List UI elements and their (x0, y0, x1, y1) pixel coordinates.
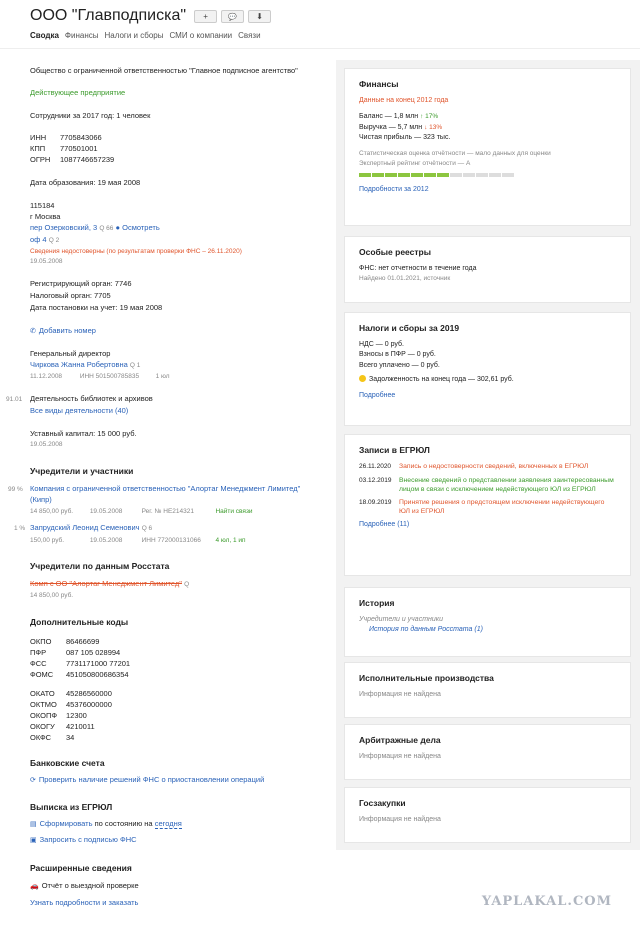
order-link[interactable]: Узнать подробности и заказать (30, 898, 139, 907)
rating-segment (476, 173, 488, 177)
code-label: ФОМС (30, 670, 54, 679)
director-title: Генеральный директор (30, 349, 111, 358)
kpp-label: КПП (30, 144, 46, 153)
inspect-link[interactable]: Осмотреть (122, 223, 160, 232)
okved-name: Деятельность библиотек и архивов (30, 394, 153, 403)
code-value: 4210011 (66, 722, 95, 731)
event-date: 26.11.2020 (359, 462, 392, 470)
event-date: 18.09.2019 (359, 499, 392, 506)
rating-segment (372, 173, 384, 177)
rating-segment (424, 173, 436, 177)
tab-taxes[interactable]: Налоги и сборы (104, 31, 164, 40)
zip: 115184 (30, 201, 55, 210)
finance-card (344, 68, 631, 226)
egrul-heading: Выписка из ЕГРЮЛ (30, 802, 113, 812)
office-link[interactable]: оф 4 (30, 235, 47, 244)
founder1-pct: 99 % (8, 486, 23, 493)
code-label: ОКФС (30, 733, 52, 742)
full-name: Общество с ограниченной ответственностью "Главное подписное агентство" (30, 66, 298, 75)
signature-icon: ▣ (30, 837, 37, 844)
all-okved-link[interactable]: Все виды деятельности (40) (30, 406, 129, 415)
code-row (30, 689, 112, 700)
watermark: YAPLAKAL.COM (481, 894, 612, 909)
divider (0, 48, 640, 49)
balance-change: ↑ 17% (420, 113, 439, 120)
registers-heading: Особые реестры (359, 247, 432, 257)
revenue-row (359, 123, 616, 134)
code-value: 7731171000 77201 (66, 659, 131, 668)
enforcement-card (344, 662, 631, 718)
founder2-ul: 4 юл, 1 ип (215, 537, 246, 544)
event-text[interactable]: Запись о недостоверности сведений, включенных в ЕГРЮЛ (399, 462, 589, 470)
city: г Москва (30, 212, 61, 221)
revenue: Выручка — 5,7 млн (359, 123, 423, 131)
founder1-country[interactable]: (Кипр) (30, 495, 52, 504)
comment-button[interactable] (221, 10, 244, 23)
rating-segment (398, 173, 410, 177)
founder2-count: Q 6 (141, 525, 153, 532)
rosstat-sum: 14 850,00 руб. (30, 592, 74, 599)
revenue-change: ↓ 13% (424, 123, 443, 131)
taxes-heading: Налоги и сборы за 2019 (359, 323, 460, 333)
rating-segment (437, 173, 449, 177)
report-row (30, 881, 139, 893)
egrul-more-link[interactable]: Подробнее (11) (359, 521, 410, 528)
egrul-request-link[interactable]: Запросить с подписью ФНС (39, 835, 137, 844)
director-count: Q 1 (129, 362, 141, 369)
registers-card (344, 236, 631, 303)
ogrn-label: ОГРН (30, 155, 51, 164)
balance: Баланс — 1,8 млн (359, 113, 419, 120)
report-text: Отчёт о выездной проверке (41, 881, 139, 890)
register-2: Найдено 01.01.2021, источник (359, 275, 451, 282)
event-text[interactable]: Внесение сведений о представлении заявления заинтересованным лицом в связи с исключением недействующего ЮЛ из ЕГРЮЛ (399, 477, 614, 493)
code-label: ОКАТО (30, 689, 55, 698)
egrul-events (359, 462, 616, 517)
code-value: 087 105 028994 (66, 648, 121, 657)
tax-vat: НДС — 0 руб. (359, 340, 404, 348)
tax-pfr: Взносы в ПФР — 0 руб. (359, 351, 436, 358)
code-value: 45376000000 (66, 700, 112, 709)
director-inn: ИНН 501500785835 (79, 373, 140, 380)
profit: Чистая прибыль — 323 тыс. (359, 134, 451, 141)
rating-segment (411, 173, 423, 177)
reg-organ: Регистрирующий орган: 7746 (30, 279, 132, 288)
inn-label: ИНН (30, 133, 47, 142)
procurement-text: Информация не найдена (359, 815, 441, 823)
code-label: ОКТМО (30, 700, 57, 709)
codes-heading: Дополнительные коды (30, 617, 129, 627)
egrul-request-row (30, 835, 137, 847)
director-meta (30, 372, 170, 383)
founder1-sum: 14 850,00 руб. (30, 508, 74, 515)
search-icon: Q (184, 581, 190, 588)
bank-heading: Банковские счета (30, 758, 105, 768)
office-count: Q 2 (48, 237, 60, 244)
rating-segment (359, 173, 371, 177)
founder1-meta (30, 507, 253, 518)
founder2-meta (30, 536, 246, 547)
founder1-link[interactable]: Компания с ограниченной ответственностью "Алортаг Менеджмент Лимитед" (30, 484, 301, 493)
director-ul: 1 юл (155, 373, 170, 380)
add-phone-row[interactable] (30, 326, 96, 338)
enforcement-heading: Исполнительные производства (359, 673, 494, 683)
egrul-event (359, 462, 616, 473)
code-label: ОКПО (30, 637, 52, 646)
director-row (30, 360, 140, 372)
history-card (344, 587, 631, 657)
founder1-date: 19.05.2008 (89, 508, 123, 515)
code-row (30, 711, 87, 722)
egrul-form-row (30, 819, 182, 831)
okved-code: 91.01 (6, 396, 23, 403)
rating-segment (385, 173, 397, 177)
arbitration-heading: Арбитражные дела (359, 735, 441, 745)
tax-organ: Налоговый орган: 7705 (30, 291, 111, 300)
event-date: 03.12.2019 (359, 477, 392, 484)
arbitration-text: Информация не найдена (359, 752, 441, 760)
rating-segment (450, 173, 462, 177)
egrul-date-picker[interactable]: сегодня (154, 819, 182, 828)
tax-debt-row (359, 375, 616, 386)
director-date: 11.12.2008 (30, 373, 63, 380)
capital-date: 19.05.2008 (30, 441, 63, 448)
code-row (30, 722, 95, 733)
ogrn-value: 1087746657239 (60, 155, 115, 164)
founder2-pct: 1 % (14, 525, 26, 532)
pin-icon: ● (115, 223, 121, 232)
document-icon: ▤ (30, 821, 37, 828)
procurement-heading: Госзакупки (359, 798, 406, 808)
finance-heading: Финансы (359, 79, 399, 89)
code-row (30, 670, 129, 681)
tab-summary[interactable]: Сводка (30, 31, 59, 40)
add-button[interactable]: + (194, 10, 217, 23)
finance-more-link[interactable]: Подробности за 2012 (359, 185, 429, 193)
history-rosstat-link[interactable]: История по данным Росстата (1) (369, 626, 483, 633)
code-label: ОКОПФ (30, 711, 58, 720)
taxes-more-link[interactable]: Подробнее (359, 391, 396, 399)
extended-heading: Расширенные сведения (30, 863, 132, 873)
enforcement-text: Информация не найдена (359, 690, 441, 698)
address-date: 19.05.2008 (30, 258, 63, 265)
code-label: ОКОГУ (30, 722, 55, 731)
download-button[interactable] (248, 10, 271, 23)
taxes-card (344, 312, 631, 426)
code-value: 12300 (66, 711, 87, 720)
egrul-card (344, 434, 631, 576)
code-value: 86466699 (66, 637, 100, 646)
rosstat-heading: Учредители по данным Росстата (30, 561, 170, 571)
finance-subtitle: Данные на конец 2012 года (359, 96, 449, 104)
car-icon: 🚗 (30, 883, 39, 890)
rating-segment (502, 173, 514, 177)
history-item-1: Учредители и участники (359, 615, 443, 623)
code-row (30, 637, 99, 648)
refresh-icon: ⟳ (30, 777, 36, 784)
egrul-form-link[interactable]: Сформировать (39, 819, 93, 828)
status-text: Действующее предприятие (30, 88, 126, 97)
street-count: Q 66 (99, 225, 114, 232)
phone-icon: ✆ (30, 328, 36, 335)
page-header (30, 5, 271, 27)
code-row (30, 700, 112, 711)
kpp-value: 770501001 (60, 144, 98, 153)
code-row (30, 659, 130, 670)
founder1-find-links[interactable]: Найти связи (215, 508, 253, 515)
egrul-records-heading: Записи в ЕГРЮЛ (359, 445, 430, 455)
rosstat-name: Комп с ОО "Алортаг Менеджмент Лимитед" (30, 579, 182, 588)
code-value: 34 (66, 733, 75, 742)
founder2-row (30, 523, 152, 535)
tab-connections[interactable]: Связи (238, 31, 261, 40)
expert-rating: Экспертный рейтинг отчётности — A (359, 160, 471, 167)
tax-total: Всего уплачено — 0 руб. (359, 361, 440, 369)
founder2-inn: ИНН 772000131066 (141, 537, 201, 544)
kpp-row (30, 144, 98, 155)
company-title: ООО "Главподписка" (30, 7, 187, 24)
founded-date: Дата образования: 19 мая 2008 (30, 178, 141, 187)
rating-bar (359, 173, 616, 177)
tax-debt: Задолженность на конец года — 302,61 руб. (369, 376, 514, 383)
founder2-sum: 150,00 руб. (30, 537, 65, 544)
tab-media[interactable]: СМИ о компании (169, 31, 233, 40)
comment-icon: 💬 (228, 13, 237, 21)
warning-dot-icon (359, 375, 366, 382)
download-icon: ⬇ (256, 11, 263, 21)
add-phone-link[interactable]: Добавить номер (38, 326, 96, 335)
bank-row (30, 775, 264, 787)
founders-heading: Учредители и участники (30, 466, 134, 476)
capital: Уставный капитал: 15 000 руб. (30, 429, 137, 438)
tax-date: Дата постановки на учет: 19 мая 2008 (30, 303, 163, 312)
code-value: 451050800686354 (66, 670, 129, 679)
egrul-state-text: по состоянию на (94, 819, 153, 828)
inn-row (30, 133, 102, 144)
bank-check-link[interactable]: Проверить наличие решений ФНС о приостановлении операций (38, 775, 265, 784)
tab-finance[interactable]: Финансы (64, 31, 99, 40)
code-value: 45286560000 (66, 689, 112, 698)
rating-segment (489, 173, 501, 177)
founder2-date: 19.05.2008 (89, 537, 123, 544)
stat-estimate: Статистическая оценка отчётности — мало данных для оценки (359, 149, 551, 157)
procurement-card (344, 787, 631, 843)
right-column (336, 60, 640, 850)
history-heading: История (359, 598, 395, 608)
event-text[interactable]: Принятие решения о предстоящем исключении недействующего ЮЛ из ЕГРЮЛ (399, 499, 605, 515)
tab-bar (30, 31, 261, 40)
director-link[interactable]: Чиркова Жанна Робертовна (30, 360, 128, 369)
register-1: ФНС: нет отчетности в течение года (359, 264, 477, 272)
egrul-event (359, 476, 616, 494)
egrul-event (359, 498, 616, 516)
founder2-link[interactable]: Запрудский Леонид Семенович (30, 523, 140, 532)
code-row (30, 733, 74, 744)
office-row (30, 235, 59, 247)
ogrn-row (30, 155, 114, 166)
street-link[interactable]: пер Озерковский, 3 (30, 223, 98, 232)
inn-value: 7705843066 (60, 133, 102, 142)
rosstat-row (30, 579, 189, 591)
arbitration-card (344, 724, 631, 780)
street-row (30, 223, 160, 235)
rating-segment (463, 173, 475, 177)
employees: Сотрудники за 2017 год: 1 человек (30, 111, 151, 120)
code-label: ПФР (30, 648, 47, 657)
balance-row (359, 112, 616, 123)
code-row (30, 648, 120, 659)
founder1-reg: Рег. № HE214321 (141, 508, 194, 515)
unreliable-warning: Сведения недостоверны (по результатам проверки ФНС – 26.11.2020) (30, 248, 242, 255)
code-label: ФСС (30, 659, 47, 668)
